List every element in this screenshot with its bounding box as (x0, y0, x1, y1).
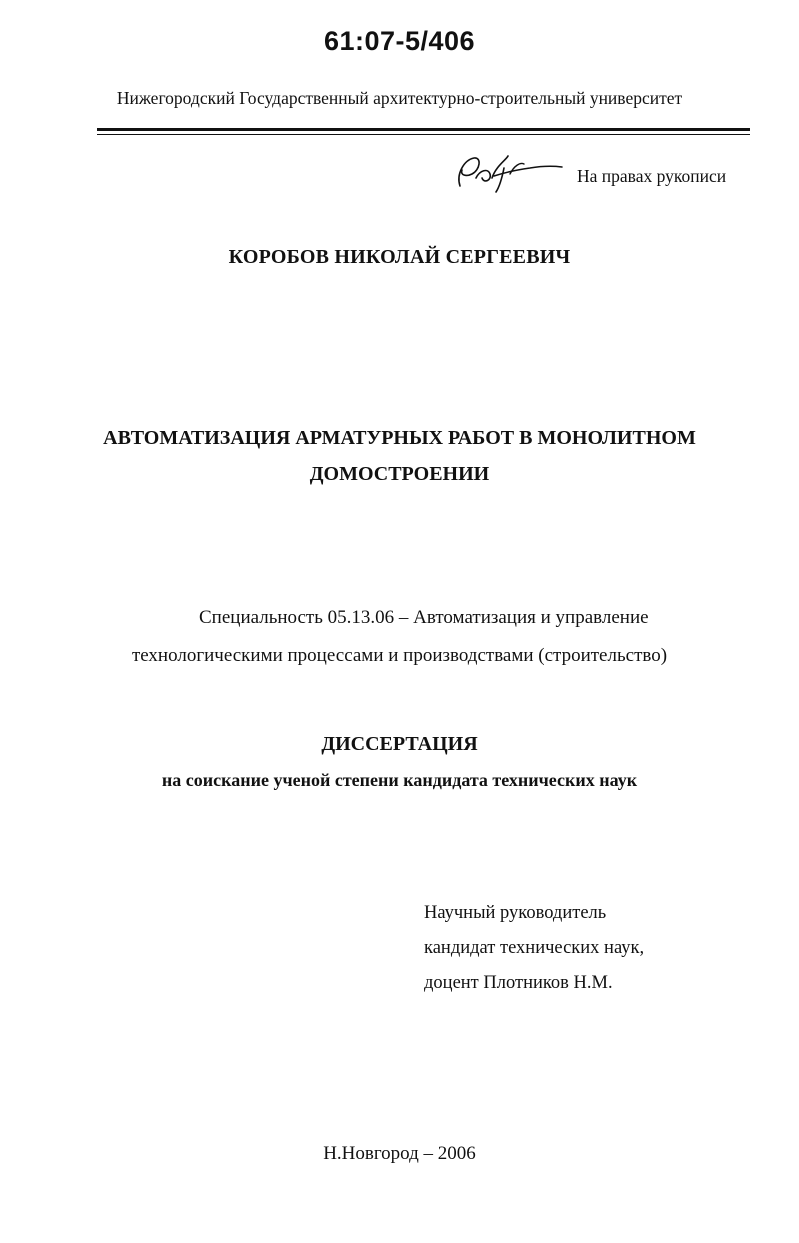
specialty-line-1: Специальность 05.13.06 – Автоматизация и управление (199, 607, 649, 628)
advisor-role: Научный руководитель (424, 903, 607, 923)
author-name: КОРОБОВ НИКОЛАЙ СЕРГЕЕВИЧ (228, 246, 571, 268)
advisor-name: доцент Плотников Н.М. (424, 973, 613, 993)
degree-line: на соискание ученой степени кандидата технических наук (161, 770, 638, 790)
university-name: Нижегородский Государственный архитектурно-строительный университет (116, 88, 683, 108)
manuscript-note: На правах рукописи (577, 166, 727, 186)
advisor-degree: кандидат технических наук, (424, 938, 645, 958)
header-rule-thin (97, 134, 750, 135)
header-rule-thick (97, 128, 750, 131)
catalog-number: 61:07-5/406 (323, 26, 476, 56)
dissertation-title-line-1: АВТОМАТИЗАЦИЯ АРМАТУРНЫХ РАБОТ В МОНОЛИТНОМ (103, 427, 696, 449)
dissertation-title-line-2: ДОМОСТРОЕНИИ (309, 463, 490, 485)
specialty-line-2: технологическими процессами и производствами (строительство) (131, 645, 668, 666)
document-type: ДИССЕРТАЦИЯ (321, 733, 478, 755)
signature-icon (446, 148, 566, 198)
place-year: Н.Новгород – 2006 (323, 1143, 476, 1164)
